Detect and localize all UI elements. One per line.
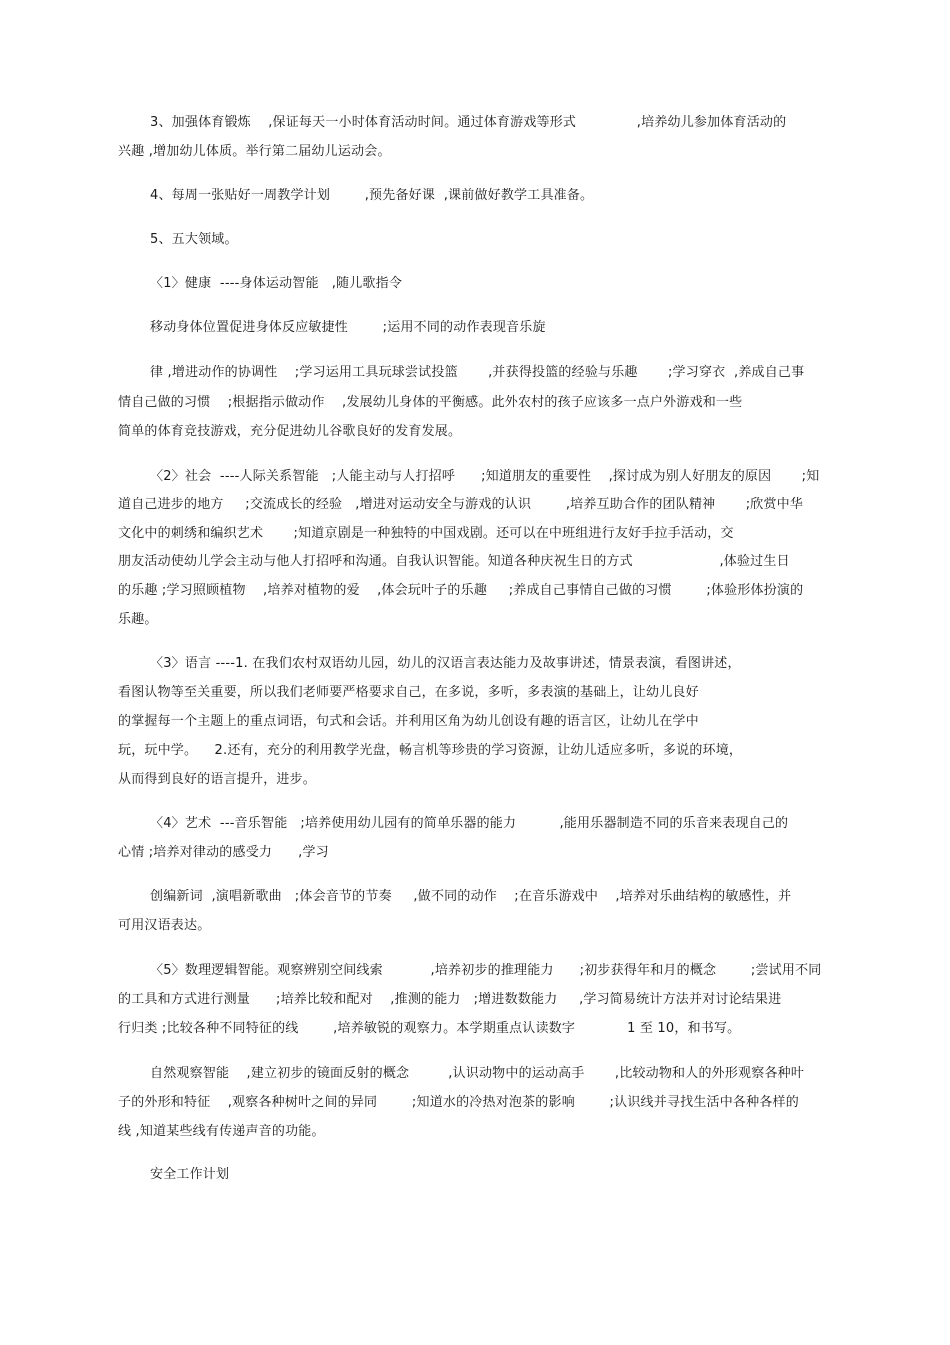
text-line: 3、加强体育锻炼 ,保证每天一小时体育活动时间。通过体育游戏等形式 ,培养幼儿参加体育活动的 <box>150 115 787 130</box>
text-line: 的乐趣 ;学习照顾植物 ,培养对植物的爱 ,体会玩叶子的乐趣 ;养成自己事情自己做的习惯 ;体验形体扮演的 <box>118 583 804 598</box>
text-line: 的工具和方式进行测量 ;培养比较和配对 ,推测的能力 ;增进数数能力 ,学习简易统计方法并对讨论结果进 <box>118 992 782 1007</box>
text-line: 可用汉语表达。 <box>118 918 211 933</box>
text-line: 自然观察智能 ,建立初步的镜面反射的概念 ,认识动物中的运动高手 ,比较动物和人的外形观察各种叶 <box>150 1066 805 1081</box>
text-line: 看图认物等至关重要，所以我们老师要严格要求自己，在多说，多听，多表演的基础上，让幼儿良好 <box>118 685 699 700</box>
text-line: 线 ,知道某些线有传递声音的功能。 <box>118 1124 325 1139</box>
text-line: 心情 ;培养对律动的感受力 ,学习 <box>118 845 329 860</box>
text-line: 〈1〉健康 ----身体运动智能 ,随儿歌指令 <box>150 276 403 291</box>
text-line: 行归类 ;比较各种不同特征的线 ,培养敏锐的观察力。本学期重点认读数字 1 至 10，和书写。 <box>118 1021 741 1036</box>
text-line: 〈5〉数理逻辑智能。观察辨别空间线索 ,培养初步的推理能力 ;初步获得年和月的概念 ;尝试用不同 <box>150 963 822 978</box>
text-line: 兴趣 ,增加幼儿体质。举行第二届幼儿运动会。 <box>118 144 391 159</box>
text-line: 律 ,增进动作的协调性 ;学习运用工具玩球尝试投篮 ,并获得投篮的经验与乐趣 ;学习穿衣 ,养成自己事 <box>150 365 805 380</box>
text-line: 从而得到良好的语言提升，进步。 <box>118 772 317 787</box>
text-line: 乐趣。 <box>118 612 158 627</box>
text-line: 4、每周一张贴好一周教学计划 ,预先备好课 ,课前做好教学工具准备。 <box>150 188 594 203</box>
text-line: 子的外形和特征 ,观察各种树叶之间的异同 ;知道水的冷热对泡茶的影响 ;认识线并寻找生活中各种各样的 <box>118 1095 799 1110</box>
text-line: 5、五大领域。 <box>150 232 238 247</box>
text-line: 创编新词 ,演唱新歌曲 ;体会音节的节奏 ,做不同的动作 ;在音乐游戏中 ,培养对乐曲结构的敏感性，并 <box>150 889 792 904</box>
text-line: 玩，玩中学。 2.还有，充分的利用教学光盘，畅言机等珍贵的学习资源，让幼儿适应多听，多说的环境， <box>118 743 743 758</box>
text-line: 〈4〉艺术 ---音乐智能 ;培养使用幼儿园有的简单乐器的能力 ,能用乐器制造不同的乐音来表现自己的 <box>150 816 789 831</box>
text-line: 〈2〉社会 ----人际关系智能 ;人能主动与人打招呼 ;知道朋友的重要性 ,探讨成为别人好朋友的原因 ;知 <box>150 469 820 484</box>
text-line: 简单的体育竞技游戏，充分促进幼儿谷歌良好的发育发展。 <box>118 424 462 439</box>
text-line: 的掌握每一个主题上的重点词语，句式和会话。并利用区角为幼儿创设有趣的语言区，让幼儿在学中 <box>118 714 699 729</box>
section-heading: 安全工作计划 <box>150 1167 230 1182</box>
text-line: 道自己进步的地方 ;交流成长的经验 ,增进对运动安全与游戏的认识 ,培养互助合作的团队精神 ;欣赏中华 <box>118 497 804 512</box>
text-line: 〈3〉语言 ----1. 在我们农村双语幼儿园，幼儿的汉语言表达能力及故事讲述，情景表演，看图讲述， <box>150 656 741 671</box>
text-line: 情自己做的习惯 ;根据指示做动作 ,发展幼儿身体的平衡感。此外农村的孩子应该多一点户外游戏和一些 <box>118 395 743 410</box>
text-line: 文化中的刺绣和编织艺术 ;知道京剧是一种独特的中国戏剧。还可以在中班组进行友好手拉手活动，交 <box>118 526 734 541</box>
text-line: 移动身体位置促进身体反应敏捷性 ;运用不同的动作表现音乐旋 <box>150 320 546 335</box>
text-line: 朋友活动使幼儿学会主动与他人打招呼和沟通。自我认识智能。知道各种庆祝生日的方式 ,体验过生日 <box>118 554 790 569</box>
